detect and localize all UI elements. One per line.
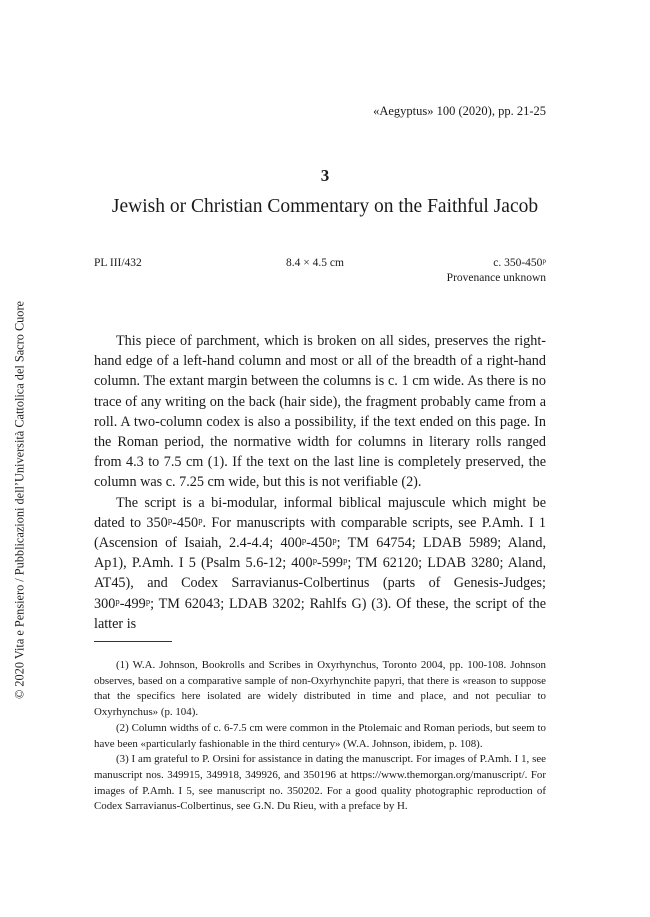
footnotes (94, 658, 546, 815)
copyright-notice: © 2020 Vita e Pensiero / Pubblicazioni dell’Università Cattolica del Sacro Cuore (12, 300, 27, 700)
body-text (94, 331, 546, 634)
provenance: Provenance unknown (446, 272, 546, 284)
article-title: Jewish or Christian Commentary on the Faithful Jacob (111, 196, 539, 217)
inventory-number: PL III/432 (94, 257, 142, 269)
date-range: c. 350-450ᵖ (493, 257, 546, 269)
chapter-number: 3 (320, 166, 330, 185)
footnote: (1) W.A. Johnson, Bookrolls and Scribes in Oxyrhynchus, Toronto 2004, pp. 100-108. Johnson observes, based on a comparative sample of non-Oxyrhynchite papyri, that there is «reason to suppose that the specifics here isolated are widely distributed in time and place, and not peculiar to Oxyrhynchus» (p. 104). (94, 659, 546, 719)
manuscript-metadata (94, 256, 546, 286)
footnote: (3) I am grateful to P. Orsini for assistance in dating the manuscript. For images of P.Amh. I 1, see manuscript nos. 349915, 349918, 349926, and 350196 at https://www.themorgan.org/manuscript/. For images of P.Amh. I 5, see manuscript no. 350202. For a good quality photographic reproduction of Codex Sarravianus-Colbertinus, see G.N. Du Rieu, with a preface by H. (94, 753, 546, 813)
body-paragraph: The script is a bi-modular, informal biblical majuscule which might be dated to 350ᵖ-450ᵖ. For manuscripts with comparable scripts, see P.Amh. I 1 (Ascension of Isaiah, 2.4-4.4; 400ᵖ-450ᵖ; TM 64754; LDAB 5989; Aland, Ap1), P.Amh. I 5 (Psalm 5.6-12; 400ᵖ-599ᵖ; TM 62120; LDAB 3280; Aland, AT45), and Codex Sarravianus-Colbertinus (parts of Genesis-Judges; 300ᵖ-499ᵖ; TM 62043; LDAB 3202; Rahlfs G) (3). Of these, the script of the latter is (94, 494, 546, 632)
footnote: (2) Column widths of c. 6-7.5 cm were common in the Ptolemaic and Roman periods, but seem to have been «particularly fashionable in the third century» (W.A. Johnson, ibidem, p. 108). (94, 721, 546, 750)
dimensions: 8.4 × 4.5 cm (286, 257, 344, 269)
footnote-separator (94, 641, 172, 642)
body-paragraph: This piece of parchment, which is broken on all sides, preserves the right-hand edge of a left-hand column and most or all of the breadth of a right-hand column. The extant margin between the columns is c. 1 cm wide. As there is no trace of any writing on the back (hair side), the fragment probably came from a roll. A two-column codex is also a possibility, if the text ended on this page. In the Roman period, the normative width for columns in literary rolls ranged from 4.3 to 7.5 cm (1). If the text on the last line is completely preserved, the column was c. 7.25 cm wide, but this is not verifiable (2). (94, 333, 546, 491)
journal-reference: «Aegyptus» 100 (2020), pp. 21-25 (373, 104, 546, 118)
